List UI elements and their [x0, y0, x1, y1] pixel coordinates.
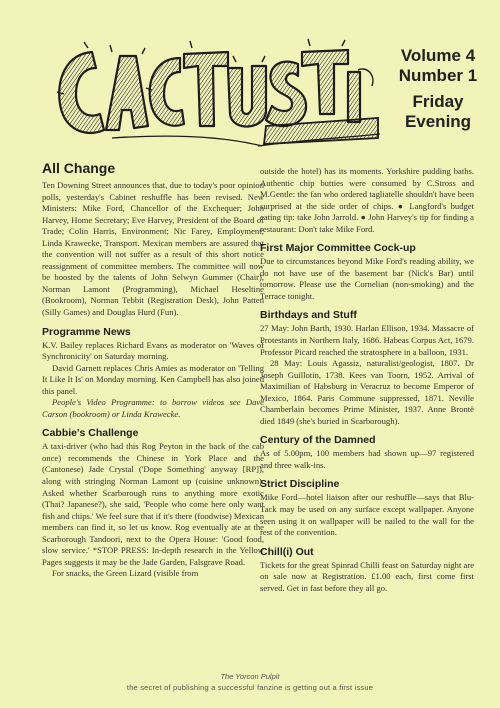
text-century: As of 5.00pm, 100 members had shown up—97 registered and three walk-ins.	[260, 448, 474, 470]
footer-tagline: the secret of publishing a successful fanzine is getting out a first issue	[126, 683, 374, 692]
issue-volume: Volume 4	[400, 46, 476, 65]
text-programme-news-2: David Garnett replaces Chris Amies as moderator on 'Telling It Like It Is' on Monday morning. Ken Campbell has also joined this panel.	[42, 362, 264, 396]
text-cabbies-challenge-1: A taxi-driver (who had this Rog Peyton in the back of the cab once) recommends the Chinese in York Place and the (Cantonese) Jade Crystal ('Dope Something' anyway [RP]), along with stringing Norman Lamont up (cuisine unknown). Asked whether Scarborough runs to anything more exotic (Thai? Japanese?), she said, 'People who come here only want fish and chips.' We feel sure that if it's there (foodwise) Mexican members can find it, so let us know. Rog eventually ate at the Scarborough Tandoori, next to the Opera House: 'Good food, slow service.' *STOP PRESS: In-depth research in the Yellow Pages suggests it may be the Jade Garden, Falsgrave Road.	[42, 441, 264, 567]
text-chilli: Tickets for the great Spinrad Chilli feast on Saturday night are on sale now at Registration. £1.00 each, first come first served. Get in fast before they all go.	[260, 559, 475, 593]
heading-programme-news: Programme News	[42, 325, 131, 338]
heading-chilli: Chill(i) Out	[260, 545, 314, 558]
section-first-major	[260, 242, 474, 302]
section-programme-news	[42, 326, 264, 421]
text-programme-news-3: People's Video Programme: to borrow videos see Dave Carson (bookroom) or Linda Krawecke.	[42, 397, 264, 419]
section-strict	[260, 478, 474, 538]
text-strict: Mike Ford—hotel liaison after our reshuffle—says that Blu-Tack may be used on any surface except wallpaper. Anyone seen using it on wallpaper will be nailed to the wall for the rest of the convention.	[260, 492, 474, 538]
section-birthdays	[260, 309, 474, 427]
issue-number: Number 1	[398, 66, 478, 85]
heading-all-change: All Change	[42, 160, 116, 176]
section-continued	[260, 166, 474, 235]
text-programme-news-1: K.V. Bailey replaces Richard Evans as moderator on 'Waves of Synchronicity' on Saturday morning.	[42, 339, 264, 362]
heading-cabbies-challenge: Cabbie's Challenge	[42, 427, 139, 440]
section-cabbies-challenge	[42, 427, 264, 580]
text-birthdays-2: 28 May: Louis Agassiz, naturalist/geologist, 1807. Dr Joseph Guillotin, 1738. Kees van Toorn, 1952. Arrival of Maximilian of Habsburg in Veracruz to become Emperor of Mexico, 1864. Paris Commune suppressed, 1871. Neville Chamberlain becomes Prime Minister, 1937. Anne Brontë died 1849 (she's buried in Scarborough).	[260, 358, 474, 426]
section-all-change	[42, 160, 264, 319]
issue-info	[384, 46, 492, 132]
section-century	[260, 434, 474, 471]
right-column	[260, 166, 474, 594]
section-chilli	[260, 546, 474, 595]
heading-century: Century of the Damned	[260, 434, 376, 447]
text-birthdays-1: 27 May: John Barth, 1930. Harlan Ellison, 1934. Massacre of Protestants in Northern Italy, 1686. Habeas Corpus Act, 1679. Professor Picard reached the stratosphere in a balloon, 1931.	[260, 323, 474, 357]
heading-strict: Strict Discipline	[260, 478, 340, 491]
footer-title: The Yorcon Pulpit	[220, 672, 280, 681]
text-first-major: Due to circumstances beyond Mike Ford's reading ability, we do not have use of the basement bar (Nick's Bar) until tomorrow. Please use the Cornelian (non-smoking) and the Terrace tonight.	[260, 256, 474, 301]
text-all-change: Ten Downing Street announces that, due to today's poor opinion polls, yesterday's Cabinet reshuffle has been revised. New Ministers: Mike Ford, Chancellor of the Exchequer; John Harvey, Home Secretary; Eve Harvey, President of the Board of Trade; Colin Harris, Environment; Nic Farey, Employment; Linda Krawecke, Transport. Mexican members are assured that the convention will not suffer as a result of this short notice reassignment of committee members. The committee will now be boosted by the talents of John Selwyn Gummer (Chair), Norman Lamont (Programming), Michael Heseltine (Bookroom), Norman Tebbit (Registration Desk), John Patten (Silly Games) and Douglas Hurd (Fun).	[42, 180, 264, 318]
issue-time: Evening	[404, 112, 472, 131]
text-continued: outside the hotel) has its moments. Yorkshire pudding baths. Authentic chip butties were consumed by C.Stross and M.Gentle: the fan who ordered tagliatelle shouldn't have been surprised at the side order of chips. ● Langford's budget eating tip: take John Jarrold. ● John Harvey's tip for finding a restaurant: Don't take Mike Ford.	[260, 166, 474, 234]
masthead-logo	[52, 34, 382, 158]
text-cabbies-challenge-2: For snacks, the Green Lizard (visible from	[52, 568, 199, 579]
left-column	[42, 160, 264, 580]
issue-day: Friday	[412, 92, 464, 111]
heading-first-major: First Major Committee Cock-up	[260, 242, 416, 255]
heading-birthdays: Birthdays and Stuff	[260, 309, 357, 322]
